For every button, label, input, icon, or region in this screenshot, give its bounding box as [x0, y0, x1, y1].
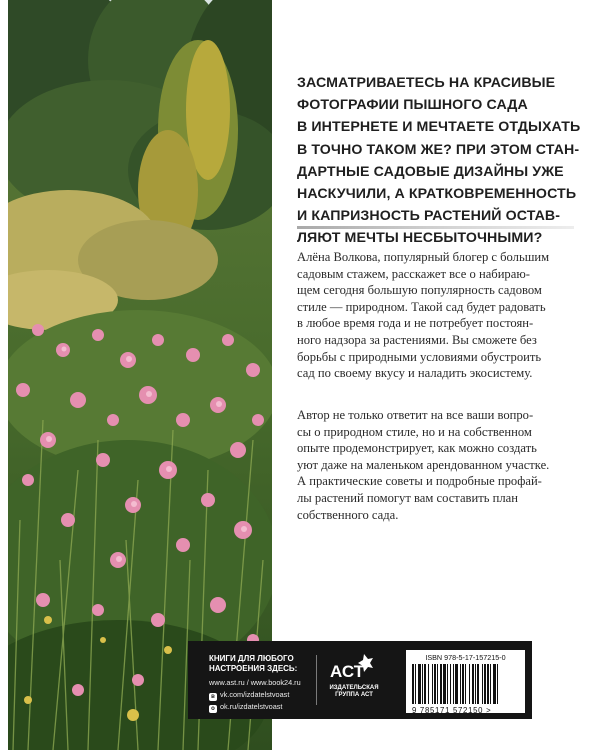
- paragraph-line: сад по своему вкусу и наладить экосистему.: [297, 366, 533, 381]
- publisher-caption-line: ИЗДАТЕЛЬСКАЯ: [329, 685, 379, 691]
- ok-link-text: ok.ru/izdatelstvoast: [220, 702, 283, 711]
- paragraph-line: ного надзора за растениями. Вы сможете без: [297, 332, 537, 347]
- paragraph-line: уют даже на маленьком арендованном участке.: [297, 457, 550, 472]
- paragraph-line: А практические советы и подробные профай-: [297, 474, 542, 489]
- headline: [297, 72, 582, 250]
- author-paragraph: [297, 249, 559, 382]
- paragraph-line: стиле — природном. Такой сад будет радовать: [297, 299, 546, 314]
- vk-icon: в: [209, 693, 217, 701]
- gradient-divider: [297, 226, 574, 229]
- headline-line: ЛЯЮТ МЕЧТЫ НЕСБЫТОЧНЫМИ?: [297, 230, 543, 247]
- panel-title: [209, 654, 297, 673]
- garden-photo: [8, 0, 272, 750]
- paragraph-line: щем сегодня большую популярность садовом: [297, 283, 542, 298]
- barcode-digits: 9 785171 572150 >: [412, 706, 492, 715]
- paragraph-line: садовым стажем, расскажет все о набираю-: [297, 266, 530, 281]
- isbn-label: ISBN 978-5-17-157215-0: [425, 653, 506, 662]
- paragraph-line: лы растений помогут вам составить план: [297, 490, 518, 505]
- headline-line: В ТОЧНО ТАКОМ ЖЕ? ПРИ ЭТОМ СТАН-: [297, 141, 580, 158]
- publisher-caption: [324, 685, 384, 699]
- vk-link-text: vk.com/izdatelstvoast: [220, 690, 290, 699]
- headline-line: ЗАСМАТРИВАЕТЕСЬ НА КРАСИВЫЕ: [297, 75, 556, 91]
- paragraph-line: собственного сада.: [297, 507, 399, 522]
- paragraph-line: сы о природном стиле, но и на собственном: [297, 424, 532, 439]
- panel-separator: [316, 655, 317, 705]
- headline-line: ДАРТНЫЕ САДОВЫЕ ДИЗАЙНЫ УЖЕ: [297, 163, 564, 180]
- ok-link[interactable]: [209, 702, 282, 713]
- headline-line: ФОТОГРАФИИ ПЫШНОГО САДА: [297, 97, 528, 114]
- paragraph-line: опыте продемонстрирует, как можно создать: [297, 441, 537, 456]
- paragraph-line: Автор не только ответит на все ваши вопро-: [297, 408, 534, 422]
- ast-logo: [330, 652, 376, 682]
- headline-line: И КАПРИЗНОСТЬ РАСТЕНИЙ ОСТАВ-: [297, 208, 561, 225]
- panel-title-line: НАСТРОЕНИЯ ЗДЕСЬ:: [209, 663, 298, 673]
- barcode: [406, 650, 525, 713]
- paragraph-line: Алёна Волкова, популярный блогер с большим: [297, 250, 550, 264]
- description-paragraph: [297, 407, 559, 523]
- panel-title-line: КНИГИ ДЛЯ ЛЮБОГО: [209, 654, 294, 663]
- paragraph-line: борьбы с природными условиями обустроить: [297, 349, 542, 364]
- headline-line: В ИНТЕРНЕТЕ И МЕЧТАЕТЕ ОТДЫХАТЬ: [297, 119, 581, 136]
- headline-line: НАСКУЧИЛИ, А КРАТКОВРЕМЕННОСТЬ: [297, 186, 577, 203]
- publisher-info-panel: [188, 641, 532, 719]
- barcode-bars: [412, 664, 519, 706]
- odnoklassniki-icon: о: [209, 705, 217, 713]
- publisher-caption-line: ГРУППА АСТ: [335, 692, 373, 699]
- website-links[interactable]: www.ast.ru / www.book24.ru: [209, 678, 301, 687]
- paragraph-line: в любое время года и не потребует постоян-: [297, 316, 534, 331]
- ast-logo-letters: АСТ: [330, 662, 365, 681]
- vk-link[interactable]: [209, 690, 289, 701]
